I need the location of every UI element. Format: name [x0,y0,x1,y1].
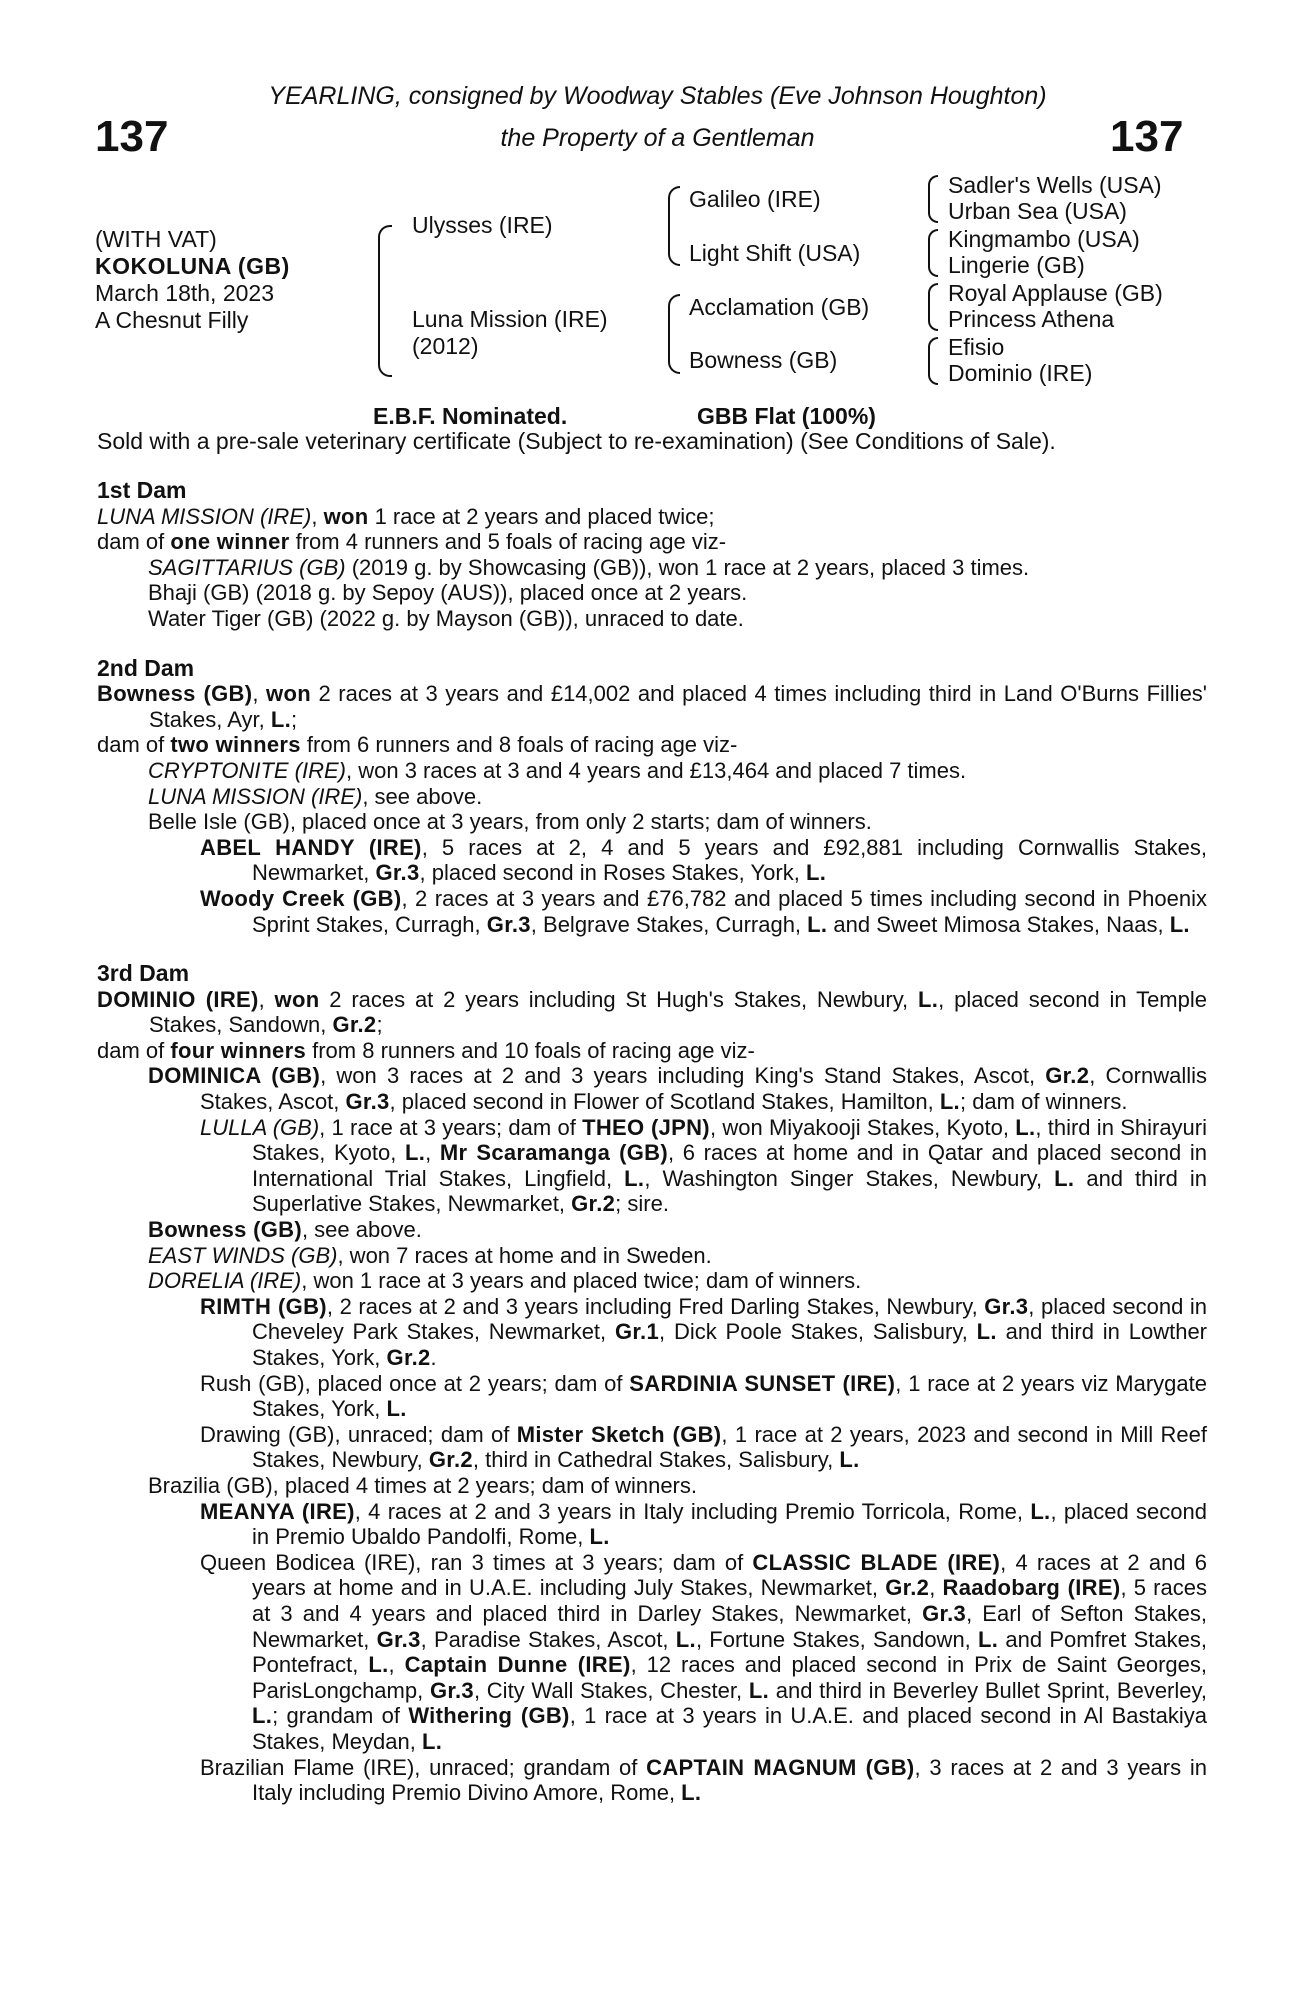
pedigree-ss-sire: Sadler's Wells (USA) [948,172,1162,198]
vat-label: (WITH VAT) [95,226,217,252]
third-dam-title: 3rd Dam [97,960,190,987]
consignor-line: YEARLING, consigned by Woodway Stables (Eve Johnson Houghton) [268,82,1047,110]
second-dam-title: 2nd Dam [97,654,195,681]
horse-dob: March 18th, 2023 [95,280,275,306]
horse-description: A Chesnut Filly [95,307,249,333]
pedigree-dd-dam: Dominio (IRE) [948,360,1093,386]
pedigree-brace-sire [668,186,680,266]
lot-number-left: 137 [95,112,169,161]
second-dam-section: Bowness (GB), won 2 races at 3 years and £14,002 and placed 4 times including third in Land O'Burns Fillies' Stakes, Ayr, L.; dam of two winners from 6 runners and 8 foals of racing age viz- CRYPTONITE (IRE), won 3 races at 3 and 4 years and £13,464 and placed 7 times. LUNA MISSION (IRE), see above. Belle Isle (GB), placed once at 3 years, from only 2 starts; dam of winners. ABEL HANDY (IRE), 5 races at 2, 4 and 5 years and £92,881 including Cornwallis Stakes, Newmarket, Gr.3, placed second in Roses Stakes, York, L. Woody Creek (GB), 2 races at 3 years and £76,782 and placed 5 times including second in Phoenix Sprint Stakes, Curragh, Gr.3, Belgrave Stakes, Curragh, L. and Sweet Mimosa Stakes, Naas, L. [97,681,1208,937]
pedigree-brace-dam [668,294,680,374]
property-line: the Property of a Gentleman [500,124,815,152]
first-dam-title: 1st Dam [97,477,187,503]
pedigree-sire-sire: Galileo (IRE) [689,186,821,212]
gbb-flat: GBB Flat (100%) [697,403,876,429]
first-dam-section: LUNA MISSION (IRE), won 1 race at 2 years and placed twice; dam of one winner from 4 runners and 5 foals of racing age viz- SAGITTARIUS (GB) (2019 g. by Showcasing (GB)), won 1 race at 2 years, placed 3 times. Bhaji (GB) (2018 g. by Sepoy (AUS)), placed once at 2 years. Water Tiger (GB) (2022 g. by Mayson (GB)), unraced to date. [97,503,1030,631]
pedigree-sd-sire: Kingmambo (USA) [948,226,1140,252]
vet-certificate-note: Sold with a pre-sale veterinary certificate (Subject to re-examination) (See Conditions of Sale). [97,428,1056,454]
pedigree-dam-dam: Bowness (GB) [689,347,838,373]
pedigree-sire: Ulysses (IRE) [412,212,553,238]
pedigree-brace-dd [928,337,938,385]
pedigree-brace-main [378,225,392,377]
horse-info [95,226,290,334]
catalogue-body [97,478,1207,1806]
pedigree-brace-ds [928,283,938,331]
pedigree-sd-dam: Lingerie (GB) [948,252,1085,278]
pedigree-dam-sire: Acclamation (GB) [689,294,870,320]
pedigree-ss-dam: Urban Sea (USA) [948,198,1127,224]
pedigree-brace-sd [928,229,938,277]
pedigree-ds-dam: Princess Athena [948,306,1115,332]
ebf-nominated: E.B.F. Nominated. [373,403,568,429]
third-dam-section: DOMINIO (IRE), won 2 races at 2 years including St Hugh's Stakes, Newbury, L., placed second in Temple Stakes, Sandown, Gr.2; dam of four winners from 8 runners and 10 foals of racing age viz- DOMINICA (GB), won 3 races at 2 and 3 years including King's Stand Stakes, Ascot, Gr.2, Cornwallis Stakes, Ascot, Gr.3, placed second in Flower of Scotland Stakes, Hamilton, L.; dam of winners. LULLA (GB), 1 race at 3 years; dam of THEO (JPN), won Miyakooji Stakes, Kyoto, L., third in Shirayuri Stakes, Kyoto, L., Mr Scaramanga (GB), 6 races at home and in Qatar and placed second in International Trial Stakes, Lingfield, L., Washington Singer Stakes, Newbury, L. and third in Superlative Stakes, Newmarket, Gr.2; sire. Bowness (GB), see above. EAST WINDS (GB), won 7 races at home and in Sweden. DORELIA (IRE), won 1 race at 3 years and placed twice; dam of winners. RIMTH (GB), 2 races at 2 and 3 years including Fred Darling Stakes, Newbury, Gr.3, placed second in Cheveley Park Stakes, Newmarket, Gr.1, Dick Poole Stakes, Salisbury, L. and third in Lowther Stakes, York, Gr.2. Rush (GB), placed once at 2 years; dam of SARDINIA SUNSET (IRE), 1 race at 2 years viz Marygate Stakes, York, L. Drawing (GB), unraced; dam of Mister Sketch (GB), 1 race at 2 years, 2023 and second in Mill Reef Stakes, Newbury, Gr.2, third in Cathedral Stakes, Salisbury, L. Brazilia (GB), placed 4 times at 2 years; dam of winners. MEANYA (IRE), 4 races at 2 and 3 years in Italy including Premio Torricola, Rome, L., placed second in Premio Ubaldo Pandolfi, Rome, L. Queen Bodicea (IRE), ran 3 times at 3 years; dam of CLASSIC BLADE (IRE), 4 races at 2 and 6 years at home and in U.A.E. including July Stakes, Newmarket, Gr.2, Raadobarg (IRE), 5 races at 3 and 4 years and placed third in Darley Stakes, Newmarket, Gr.3, Earl of Sefton Stakes, Newmarket, Gr.3, Paradise Stakes, Ascot, L., Fortune Stakes, Sandown, L. and Pomfret Stakes, Pontefract, L., Captain Dunne (IRE), 12 races and placed second in Prix de Saint Georges, ParisLongchamp, Gr.3, City Wall Stakes, Chester, L. and third in Beverley Bullet Sprint, Beverley, L.; grandam of Withering (GB), 1 race at 3 years in U.A.E. and placed second in Al Bastakiya Stakes, Meydan, L. Brazilian Flame (IRE), unraced; grandam of CAPTAIN MAGNUM (GB), 3 races at 2 and 3 years in Italy including Premio Divino Amore, Rome, L. [97,986,1208,1806]
pedigree-dam: Luna Mission (IRE) [412,306,608,332]
pedigree-brace-ss [928,175,938,223]
pedigree-dam-year: (2012) [412,333,479,359]
pedigree-sire-dam: Light Shift (USA) [689,240,861,266]
lot-number-right: 137 [1110,112,1184,161]
horse-name: KOKOLUNA (GB) [95,253,290,279]
pedigree-dd-sire: Efisio [948,334,1005,360]
pedigree-ds-sire: Royal Applause (GB) [948,280,1163,306]
